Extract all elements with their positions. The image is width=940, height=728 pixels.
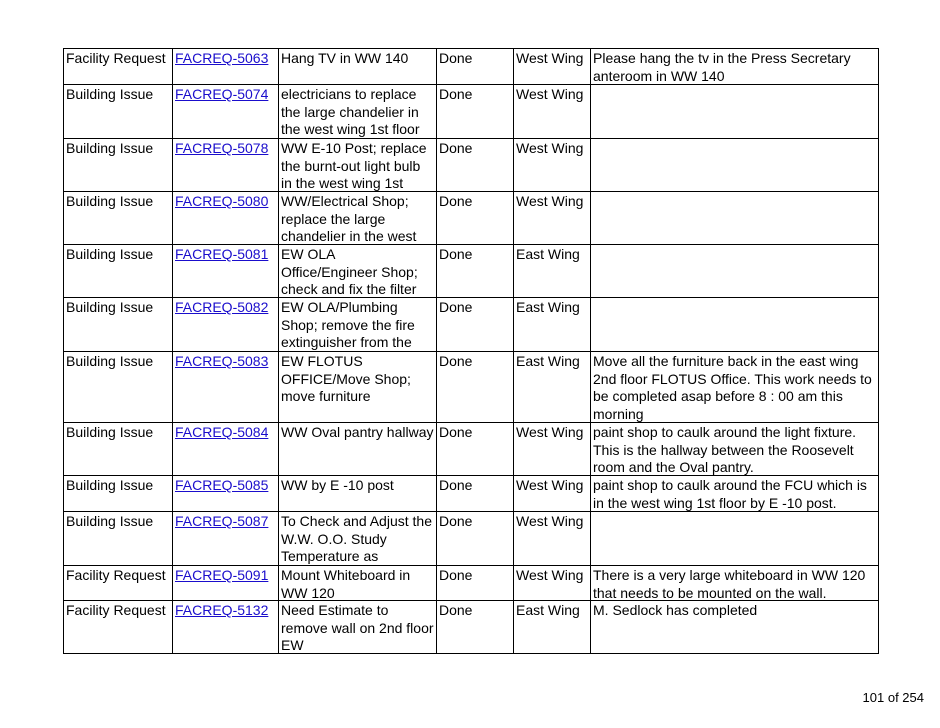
location-text: West Wing [516,513,584,529]
status-text: Done [439,513,473,529]
table-row [64,566,879,601]
title-cell [279,423,437,476]
location-cell [514,298,591,352]
title-text: Need Estimate to remove wall on 2nd floor EW [281,602,434,653]
title-cell [279,566,437,601]
ticket-id-cell[interactable] [173,352,279,423]
ticket-id-cell[interactable] [173,601,279,654]
ticket-link[interactable]: FACREQ-5083 [175,353,269,369]
status-text: Done [439,50,473,66]
location-cell [514,512,591,566]
location-text: West Wing [516,86,584,102]
ticket-link[interactable]: FACREQ-5082 [175,299,269,315]
table-body [64,49,879,654]
ticket-id-cell[interactable] [173,139,279,192]
status-text: Done [439,477,473,493]
ticket-link[interactable]: FACREQ-5074 [175,86,269,102]
status-cell [437,49,514,85]
ticket-id-cell[interactable] [173,49,279,85]
title-text: electricians to replace the large chandelier in the west wing 1st floor [281,86,420,137]
status-cell [437,139,514,192]
table-row [64,192,879,245]
location-cell [514,601,591,654]
location-text: East Wing [516,353,580,369]
location-text: West Wing [516,424,584,440]
description-cell [591,601,879,654]
status-cell [437,476,514,512]
title-cell [279,139,437,192]
request-type-cell [64,566,173,601]
status-text: Done [439,246,473,262]
ticket-id-cell[interactable] [173,423,279,476]
location-text: East Wing [516,299,580,315]
title-cell [279,476,437,512]
status-cell [437,298,514,352]
request-type-cell [64,352,173,423]
location-text: East Wing [516,602,580,618]
title-text: EW OLA Office/Engineer Shop; check and fix the filter [281,246,418,297]
status-cell [437,85,514,139]
table-row [64,49,879,85]
description-cell [591,49,879,85]
location-cell [514,566,591,601]
location-text: West Wing [516,567,584,583]
request-type-cell [64,423,173,476]
description-cell [591,512,879,566]
title-cell [279,49,437,85]
status-cell [437,601,514,654]
table-row [64,512,879,566]
title-text: Hang TV in WW 140 [281,50,409,66]
request-type-cell [64,298,173,352]
request-type-text: Facility Request [66,567,166,583]
description-text: Please hang the tv in the Press Secretary anteroom in WW 140 [593,50,851,84]
title-cell [279,298,437,352]
table-row [64,85,879,139]
request-type-text: Building Issue [66,353,154,369]
request-type-text: Building Issue [66,193,154,209]
status-cell [437,423,514,476]
description-text: paint shop to caulk around the FCU which is in the west wing 1st floor by E -10 post. [593,477,867,511]
description-cell [591,298,879,352]
table-row [64,476,879,512]
ticket-id-cell[interactable] [173,192,279,245]
location-cell [514,352,591,423]
title-text: EW FLOTUS OFFICE/Move Shop; move furniture [281,353,411,404]
request-type-cell [64,85,173,139]
status-cell [437,192,514,245]
ticket-id-cell[interactable] [173,476,279,512]
status-text: Done [439,299,473,315]
ticket-link[interactable]: FACREQ-5085 [175,477,269,493]
status-text: Done [439,86,473,102]
ticket-link[interactable]: FACREQ-5084 [175,424,269,440]
title-cell [279,352,437,423]
request-type-text: Building Issue [66,140,154,156]
ticket-id-cell[interactable] [173,512,279,566]
title-text: Mount Whiteboard in WW 120 [281,567,411,600]
request-type-cell [64,476,173,512]
description-cell [591,245,879,298]
request-type-text: Facility Request [66,602,166,618]
title-text: WW Oval pantry hallway [281,424,434,440]
description-text: paint shop to caulk around the light fixture. This is the hallway between the Roosevelt room and the Oval pantry. [593,424,857,475]
table-row [64,601,879,654]
description-cell [591,139,879,192]
ticket-link[interactable]: FACREQ-5081 [175,246,269,262]
status-text: Done [439,140,473,156]
description-cell [591,192,879,245]
title-text: WW E-10 Post; replace the burnt-out light bulb in the west wing 1st [281,140,427,191]
ticket-link[interactable]: FACREQ-5132 [175,602,269,618]
request-type-text: Building Issue [66,424,154,440]
request-type-text: Facility Request [66,50,166,66]
location-cell [514,85,591,139]
location-text: West Wing [516,140,584,156]
ticket-id-cell[interactable] [173,298,279,352]
ticket-id-cell[interactable] [173,245,279,298]
request-type-cell [64,245,173,298]
facility-requests-table [63,48,879,654]
title-cell [279,601,437,654]
location-text: West Wing [516,50,584,66]
title-text: To Check and Adjust the W.W. O.O. Study Temperature as [281,513,432,564]
request-type-text: Building Issue [66,246,154,262]
ticket-id-cell[interactable] [173,566,279,601]
ticket-link[interactable]: FACREQ-5087 [175,513,269,529]
request-type-text: Building Issue [66,86,154,102]
description-cell [591,423,879,476]
ticket-link[interactable]: FACREQ-5080 [175,193,269,209]
description-text: Move all the furniture back in the east wing 2nd floor FLOTUS Office. This work needs to be completed asap before 8 : 00 am this morning [593,353,872,422]
table-row [64,423,879,476]
table-row [64,139,879,192]
status-cell [437,566,514,601]
table-row [64,245,879,298]
title-cell [279,245,437,298]
description-text: There is a very large whiteboard in WW 120 that needs to be mounted on the wall. [593,567,866,600]
location-text: West Wing [516,193,584,209]
title-text: EW OLA/Plumbing Shop; remove the fire extinguisher from the [281,299,415,350]
ticket-link[interactable]: FACREQ-5078 [175,140,269,156]
location-cell [514,423,591,476]
request-type-cell [64,49,173,85]
status-text: Done [439,602,473,618]
location-cell [514,245,591,298]
ticket-link[interactable]: FACREQ-5063 [175,50,269,66]
request-type-text: Building Issue [66,513,154,529]
title-cell [279,192,437,245]
title-cell [279,512,437,566]
title-text: WW/Electrical Shop; replace the large chandelier in the west [281,193,417,244]
page-number: 101 of 254 [862,690,924,705]
description-text: M. Sedlock has completed [593,602,758,618]
location-cell [514,49,591,85]
location-cell [514,476,591,512]
table-row [64,352,879,423]
description-cell [591,85,879,139]
request-type-cell [64,192,173,245]
location-cell [514,192,591,245]
request-type-text: Building Issue [66,477,154,493]
request-type-cell [64,512,173,566]
location-text: West Wing [516,477,584,493]
status-text: Done [439,353,473,369]
location-cell [514,139,591,192]
status-cell [437,512,514,566]
status-text: Done [439,424,473,440]
description-cell [591,566,879,601]
title-cell [279,85,437,139]
description-cell [591,352,879,423]
request-type-cell [64,139,173,192]
request-type-cell [64,601,173,654]
table-row [64,298,879,352]
description-cell [591,476,879,512]
status-cell [437,245,514,298]
title-text: WW by E -10 post [281,477,394,493]
request-type-text: Building Issue [66,299,154,315]
status-text: Done [439,567,473,583]
ticket-link[interactable]: FACREQ-5091 [175,567,269,583]
status-cell [437,352,514,423]
ticket-id-cell[interactable] [173,85,279,139]
location-text: East Wing [516,246,580,262]
status-text: Done [439,193,473,209]
